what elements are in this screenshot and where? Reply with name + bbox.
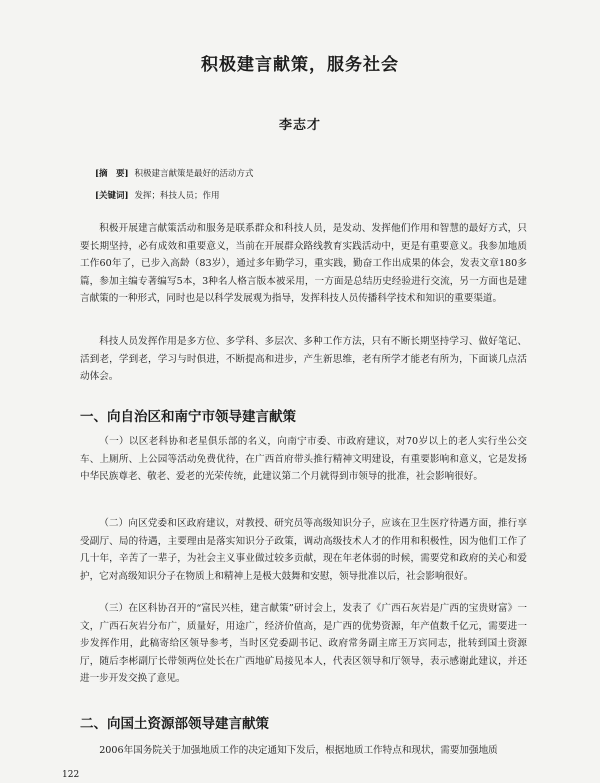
keywords-text: 发挥；科技人员；作用	[134, 191, 220, 201]
paragraph: （三）在区科协召开的“富民兴桂，建言献策”研讨会上，发表了《广西石灰岩是广西的宝贵财富》一文，广西石灰岩分布广，质量好，用途广，经济价值高，是广西的优势资源，年产值数千亿元，需要进一步发挥作用，此稿寄给区领导参考，当时区党委副书记、政府常务副主席王万宾同志，批转到国土资源厅，随后李彬副厅长带领两位处长在广西地矿局接见本人，代表区领导和厅领导，表示感谢此建议，并还进一步开发交换了意见。	[80, 603, 527, 685]
abstract-line	[95, 168, 535, 180]
abstract-text: 积极建言献策是最好的活动方式	[134, 169, 254, 179]
paragraph: 积极开展建言献策活动和服务是联系群众和科技人员，是发动、发挥他们作用和智慧的最好方式，只要长期坚持，必有成效和重要意义，当前在开展群众路线教育实践活动中，更是有重要意义。我参加地质工作60年了，已步入高龄（83岁），通过多年勤学习，重实践，勤奋工作出成果的体会，发表文章180多篇，参加主编专著编写5本，3种名人格言版本被采用，一方面是总结历史经验进行交流，另一方面也是建言献策的一种形式，同时也是以科学发展观为指导，发挥科技人员传播科学技术和知识的重要渠道。	[80, 223, 527, 305]
paragraph: （一）以区老科协和老星俱乐部的名义，向南宁市委、市政府建议，对70岁以上的老人实行坐公交车、上厕所、上公园等活动免费优待，在广西首府带头推行精神文明建设，有重要影响和意义，它是发扬中华民族尊老、敬老、爱老的光荣传统，此建议第二个月就得到市领导的批准，社会影响很好。	[80, 436, 527, 483]
abstract-label: [摘 要]	[95, 169, 129, 179]
keywords-line	[95, 190, 535, 202]
paragraph: 科技人员发挥作用是多方位、多学科、多层次、多种工作方法，只有不断长期坚持学习、做好笔记、活到老，学到老，学习与时俱进，不断提高和进步，产生新思维，老有所学才能老有所为，下面谈几点活动体会。	[80, 336, 527, 383]
article-author: 李志才	[278, 118, 321, 133]
section-heading: 一、向自治区和南宁市领导建言献策	[80, 409, 296, 425]
article-title: 积极建言献策，服务社会	[201, 55, 399, 75]
keywords-label: [关键词]	[95, 191, 129, 201]
paragraph: （二）向区党委和区政府建议，对教授、研究员等高级知识分子，应该在卫生医疗待遇方面，推行享受副厅、局的待遇，主要理由是落实知识分子政策，调动高级技术人才的作用和积极性，因为他们工作了几十年，辛苦了一辈子，为社会主义事业做过较多贡献，现在年老体弱的时候，需要党和政府的关心和爱护，它对高级知识分子在物质上和精神上是极大鼓舞和安慰，领导批准以后，社会影响很好。	[80, 518, 527, 582]
section-heading: 二、向国土资源部领导建言献策	[80, 716, 269, 732]
paragraph: 2006年国务院关于加强地质工作的决定通知下发后，根据地质工作特点和现状，需要加强地质	[99, 745, 498, 756]
page-number: 122	[62, 770, 80, 780]
